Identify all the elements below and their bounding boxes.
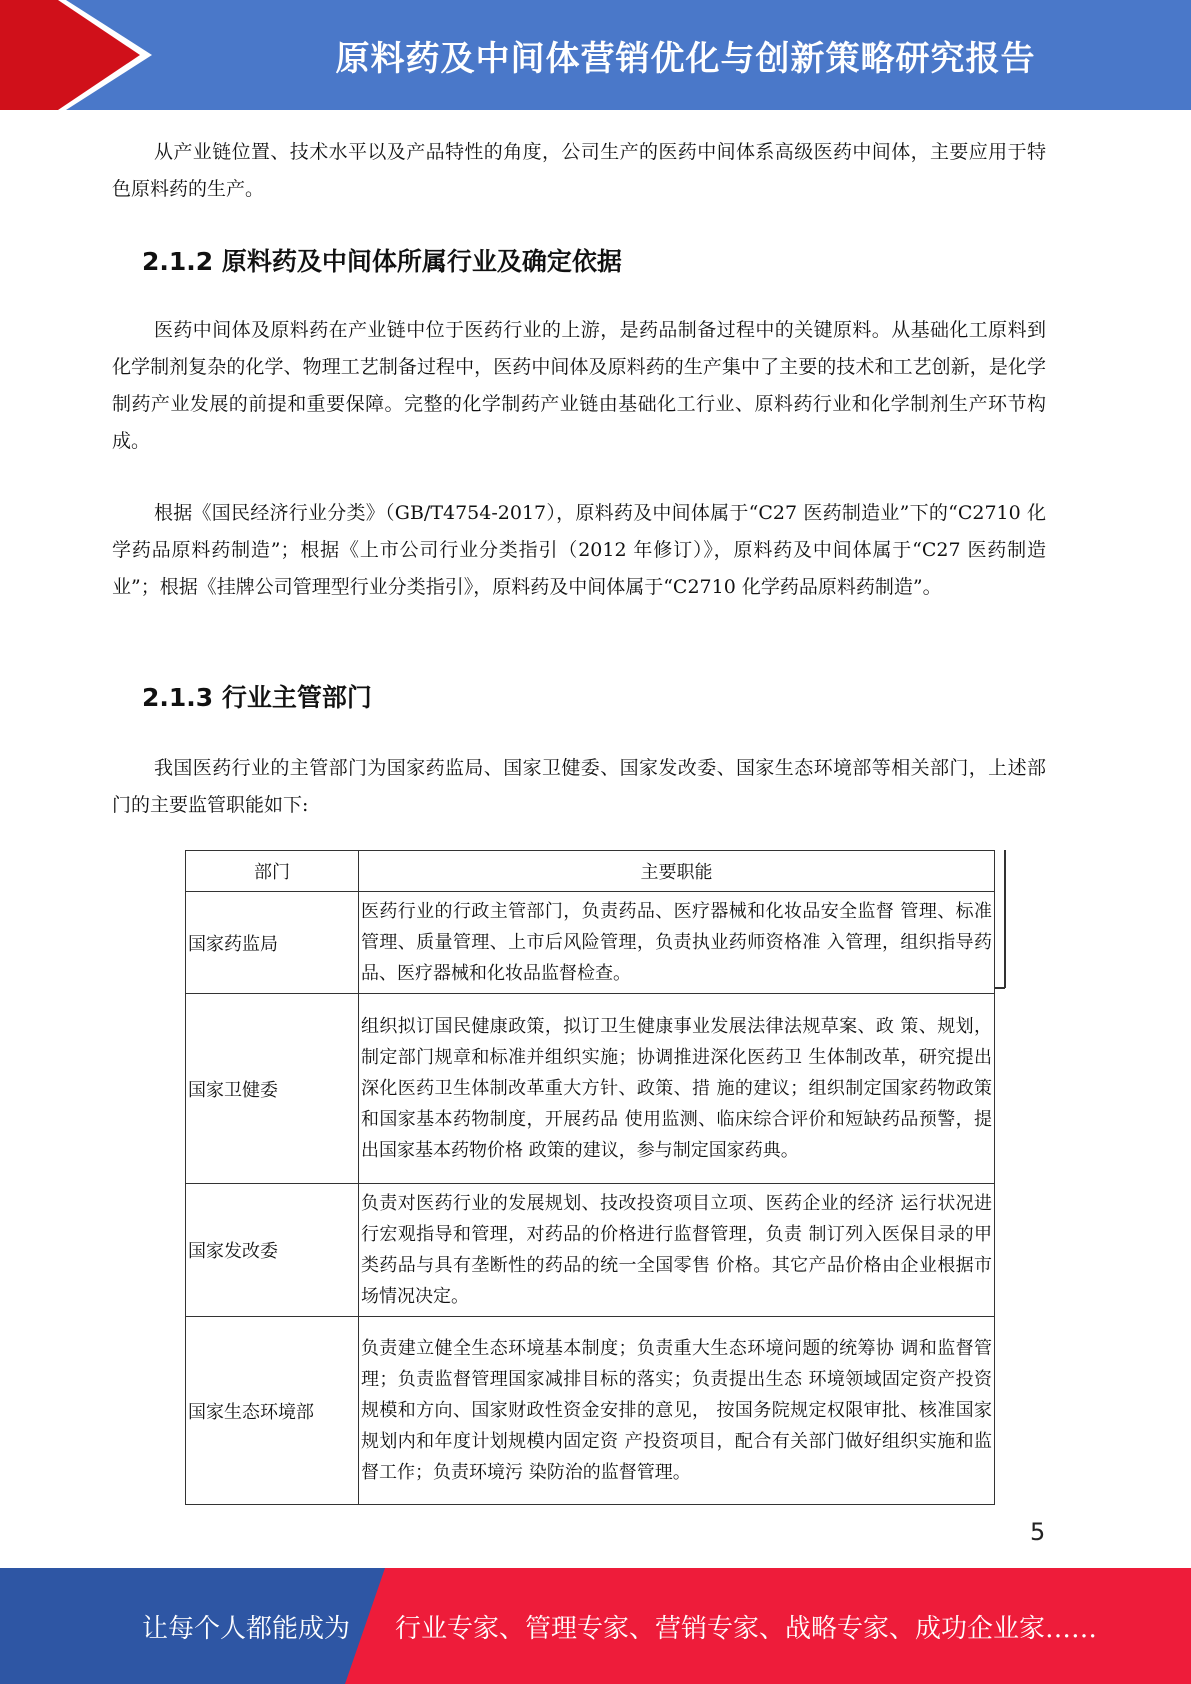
table-header-row (186, 851, 995, 892)
section-2-1-2-paragraph-2: 根据《国民经济行业分类》（GB/T4754-2017），原料药及中间体属于“C27 医药制造业”下的“C2710 化学药品原料药制造”；根据《上市公司行业分类指引（2012 年修订）》，原料药及中间体属于“C27 医药制造业”；根据《挂牌公司管理型行业分类指引》，原料药及中间体属于“C2710 化学药品原料药制造”。 (112, 502, 1046, 598)
duty-cell: 组织拟订国民健康政策，拟订卫生健康事业发展法律法规草案、政 策、规划，制定部门规章和标准并组织实施；协调推进深化医药卫 生体制改革，研究提出深化医药卫生体制改革重大方针、政策、措 施的建议；组织制定国家药物政策和国家基本药物制度，开展药品 使用监测、临床综合评价和短缺药品预警，提出国家基本药物价格 政策的建议，参与制定国家药典。 (359, 994, 995, 1184)
department-cell: 国家发改委 (186, 1184, 359, 1317)
report-title: 原料药及中间体营销优化与创新策略研究报告 (335, 38, 1036, 79)
duty-cell: 负责对医药行业的发展规划、技改投资项目立项、医药企业的经济 运行状况进行宏观指导和管理，对药品的价格进行监督管理，负责 制订列入医保目录的甲类药品与具有垄断性的药品的统一全国零售 价格。其它产品价格由企业根据市场情况决定。 (359, 1184, 995, 1317)
footer-slogan-left: 让每个人都能成为 (142, 1613, 351, 1644)
table-row (186, 1317, 995, 1505)
table-row (186, 892, 995, 994)
page-header (0, 0, 1191, 110)
section-2-1-2-heading: 2.1.2 原料药及中间体所属行业及确定依据 (142, 247, 622, 276)
duty-cell: 医药行业的行政主管部门，负责药品、医疗器械和化妆品安全监督 管理、标准管理、质量管理、上市后风险管理，负责执业药师资格准 入管理，组织指导药品、医疗器械和化妆品监督检查。 (359, 892, 995, 994)
section-2-1-3-heading: 2.1.3 行业主管部门 (142, 683, 372, 712)
department-cell: 国家生态环境部 (186, 1317, 359, 1505)
table-row (186, 1184, 995, 1317)
page-number: 5 (1030, 1518, 1046, 1546)
department-duties-table (185, 850, 995, 1505)
section-2-1-2-paragraph-1: 医药中间体及原料药在产业链中位于医药行业的上游，是药品制备过程中的关键原料。从基础化工原料到化学制剂复杂的化学、物理工艺制备过程中，医药中间体及原料药的生产集中了主要的技术和工艺创新，是化学制药产业发展的前提和重要保障。完整的化学制药产业链由基础化工行业、原料药行业和化学制剂生产环节构成。 (112, 319, 1046, 452)
footer-slogan-right: 行业专家、管理专家、营销专家、战略专家、成功企业家…… (395, 1613, 1098, 1644)
department-cell: 国家卫健委 (186, 994, 359, 1184)
section-2-1-3-paragraph: 我国医药行业的主管部门为国家药监局、国家卫健委、国家发改委、国家生态环境部等相关部门，上述部门的主要监管职能如下: (112, 757, 1046, 816)
page-footer (0, 1568, 1191, 1684)
column-header-department: 部门 (186, 851, 359, 892)
table-side-border-tick (995, 987, 1005, 989)
table-row (186, 994, 995, 1184)
duty-cell: 负责建立健全生态环境基本制度；负责重大生态环境问题的统筹协 调和监督管理；负责监督管理国家减排目标的落实；负责提出生态 环境领域固定资产投资规模和方向、国家财政性资金安排的意见， 按国务院规定权限审批、核准国家规划内和年度计划规模内固定资 产投资项目，配合有关部门做好组织实施和监督工作；负责环境污 染防治的监督管理。 (359, 1317, 995, 1505)
department-cell: 国家药监局 (186, 892, 359, 994)
column-header-duties: 主要职能 (359, 851, 995, 892)
table-side-border (1004, 850, 1006, 988)
intro-paragraph: 从产业链位置、技术水平以及产品特性的角度，公司生产的医药中间体系高级医药中间体，主要应用于特色原料药的生产。 (112, 141, 1046, 200)
